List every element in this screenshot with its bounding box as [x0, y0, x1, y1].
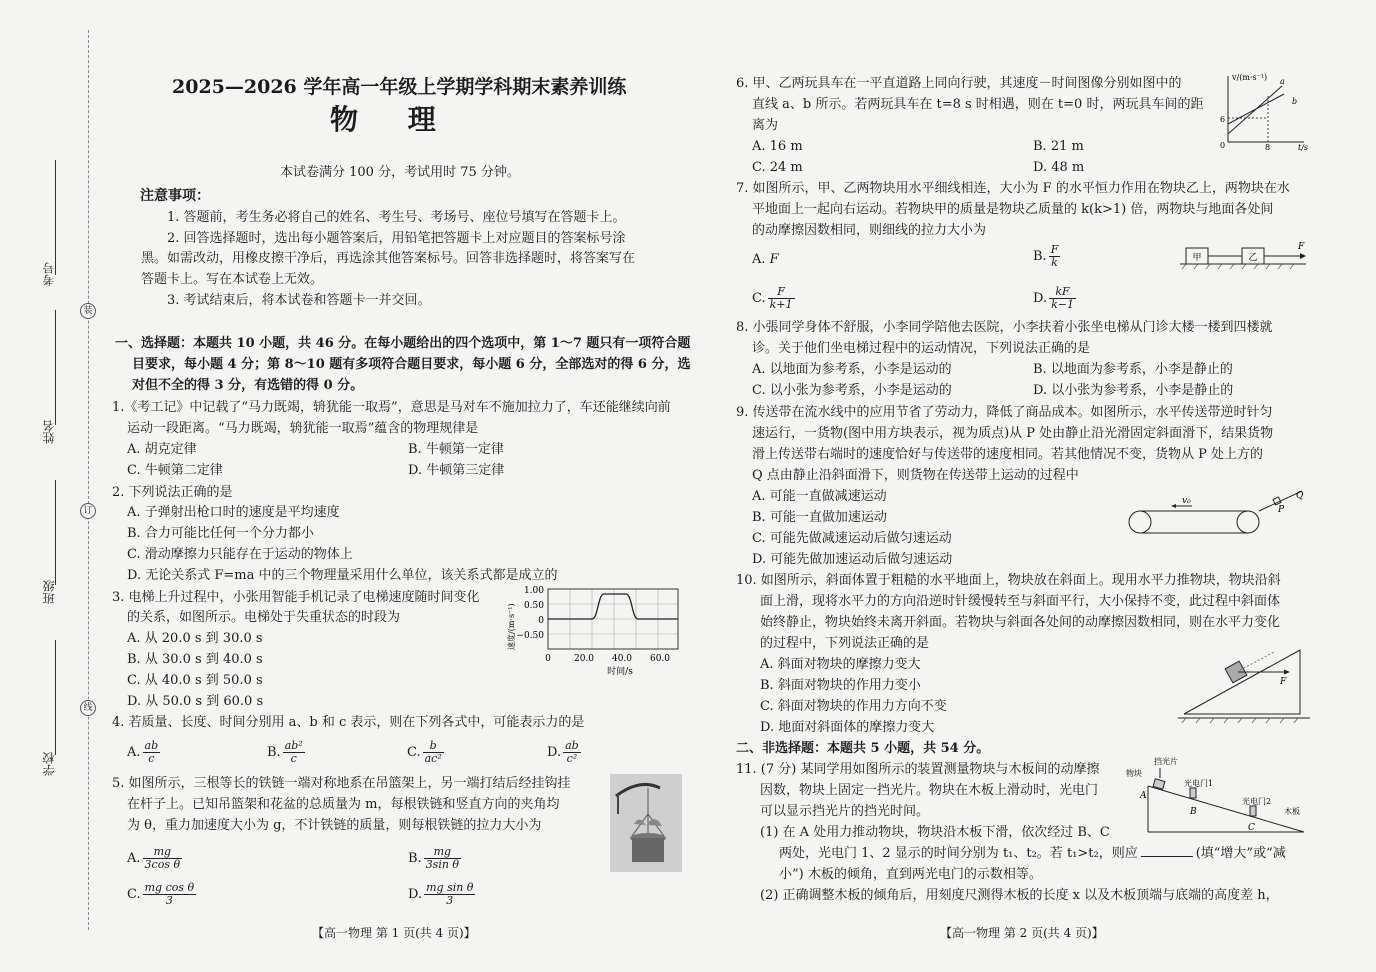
q6-line-b-label: b [1292, 97, 1298, 106]
q5-stem-2: 在杆子上。已知吊篮架和花盆的总质量为 m，每根铁链和竖直方向的夹角均 [127, 797, 560, 812]
q10-option-b: B. 斜面对物块的作用力变小 [760, 678, 921, 693]
section2-title: 二、非选择题：本题共 5 小题，共 54 分。 [736, 741, 990, 756]
q6-stem-2: 直线 a、b 所示。若两玩具车在 t=8 s 时相遇，则在 t=0 时，两玩具车间的距 [752, 97, 1204, 112]
q8-stem-2: 诊。关于他们坐电梯过程中的运动情况，下列说法正确的是 [752, 341, 1091, 356]
q7-b-den: k [1051, 256, 1058, 269]
q6-vt-graph [1212, 70, 1312, 152]
seal-char-zhuang: 装 [80, 303, 96, 319]
q6-x-axis-label: t/s [1298, 143, 1309, 152]
name-label: 姓名 [42, 420, 56, 444]
q3-ytick-3: 0 [538, 616, 544, 626]
q5-b-den: 3sin θ [425, 858, 460, 871]
notice-title: 注意事项： [140, 188, 210, 204]
q11-part1-3: 小”) 木板的倾角，直到两光电门的示数相等。 [779, 867, 1042, 882]
class-line [55, 480, 56, 585]
q7-force-label: F [1298, 242, 1305, 252]
q5-a-num: mg [143, 846, 183, 859]
q11-stem-3: 可以显示挡光片的挡光时间。 [760, 804, 930, 819]
q11-label-gate1: 光电门1 [1184, 779, 1214, 788]
q1-stem-1: 1.《考工记》中记载了“马力既竭，辀犹能一取焉”，意思是马对车不施加拉力了，车还能继续向前 [112, 400, 671, 415]
q7-c-den: k+1 [769, 298, 793, 311]
q3-ytick-1: 1.00 [523, 586, 544, 596]
q2-option-b: B. 合力可能比任何一个分力都小 [127, 526, 314, 541]
q11-label-b: B [1190, 807, 1197, 817]
q10-stem-2: 面上滑，现将水平力的方向沿逆时针缓慢转至与斜面平行，大小保持不变，此过程中斜面体 [760, 594, 1281, 609]
q11-label-board: 木板 [1284, 807, 1300, 816]
q9-option-b: B. 可能一直做加速运动 [752, 510, 887, 525]
q7-option-b [1033, 244, 1062, 269]
q6-x-tick-8: 8 [1265, 143, 1271, 152]
q5-d-den: 3 [446, 894, 454, 907]
q9-stem-2: 速运行，一货物(图中用方块表示，视为质点)从 P 处由静止沿光滑固定斜面滑下，结果货物 [752, 426, 1274, 441]
q3-velocity-graph [500, 584, 690, 680]
q9-v0-label: v₀ [1182, 496, 1191, 506]
q4-a-num: ab [144, 739, 159, 752]
q4-option-a [127, 740, 162, 765]
name-line [55, 310, 56, 425]
q1-option-c: C. 牛顿第二定律 [127, 463, 223, 478]
q10-option-c: C. 斜面对物块的作用力方向不变 [760, 699, 947, 714]
section1-line-2: 目要求，每小题 4 分；第 8～10 题有多项符合题目要求，每小题 6 分，全部选对的得 6 分，选 [132, 357, 691, 372]
q7-stem-3: 的动摩擦因数相同，则细线的拉力大小为 [752, 223, 987, 238]
q5-option-a [127, 846, 184, 871]
q9-stem-3: 滑上传送带右端时的速度恰好与传送带的速度相同。若其他情况不变，货物从 P 处上方的 [752, 447, 1264, 462]
q7-blocks-diagram [1176, 236, 1310, 272]
q4-option-c-label: C. [407, 745, 421, 760]
q3-option-a: A. 从 20.0 s 到 30.0 s [127, 631, 263, 646]
q4-option-b-label: B. [267, 745, 281, 760]
q10-option-d: D. 地面对斜面体的摩擦力变大 [760, 720, 935, 735]
q11-part1-2-tail: (填“增大”或“减 [1195, 846, 1286, 861]
q9-conveyor-diagram [1124, 486, 1314, 538]
q7-block-yi: 乙 [1248, 253, 1258, 263]
q11-part1-2 [779, 845, 1286, 862]
q4-option-d [547, 740, 583, 765]
q11-label-block: 物块 [1126, 769, 1142, 778]
q3-y-axis-label: 速度/(m·s⁻¹) [507, 603, 516, 650]
notice-line-4: 答题卡上。写在本试卷上无效。 [141, 272, 324, 287]
q10-option-a: A. 斜面对物块的摩擦力变大 [760, 657, 921, 672]
q7-d-den: k−1 [1051, 298, 1074, 311]
q6-y-axis-label: v/(m·s⁻¹) [1232, 73, 1268, 82]
q5-c-num: mg cos θ [144, 881, 195, 894]
school-label: 学校 [42, 752, 56, 776]
class-label: 班级 [42, 580, 56, 604]
q4-stem: 4. 若质量、长度、时间分别用 a、b 和 c 表示，则在下列各式中，可能表示力的是 [112, 715, 585, 730]
seal-char-xian: 线 [80, 700, 96, 716]
q2-stem: 2. 下列说法正确的是 [112, 485, 233, 500]
q3-x-axis-label: 时间/s [607, 667, 633, 677]
notice-line-2: 2. 回答选择题时，选出每小题答案后，用铅笔把答题卡上对应题目的答案标号涂 [167, 231, 626, 246]
q9-option-a: A. 可能一直做减速运动 [752, 489, 887, 504]
q6-option-b: B. 21 m [1033, 139, 1084, 154]
q5-option-c-label: C. [127, 887, 141, 902]
q2-option-c: C. 滑动摩擦力只能存在于运动的物体上 [127, 547, 353, 562]
notice-line-1: 1. 答题前，考生务必将自己的姓名、考生号、考场号、座位号填写在答题卡上。 [167, 210, 626, 225]
q11-label-gate2: 光电门2 [1242, 797, 1272, 806]
q2-option-a: A. 子弹射出枪口时的速度是平均速度 [127, 505, 340, 520]
q7-block-jia: 甲 [1192, 253, 1202, 263]
q1-option-d: D. 牛顿第三定律 [408, 463, 505, 478]
exam-number-label: 考号 [42, 262, 56, 286]
q1-stem-2: 运动一段距离。“马力既竭，辀犹能一取焉”蕴含的物理规律是 [127, 421, 479, 436]
q11-apparatus-diagram [1124, 756, 1314, 838]
q3-option-b: B. 从 30.0 s 到 40.0 s [127, 652, 263, 667]
q5-option-c [127, 882, 198, 907]
q7-option-a [752, 251, 779, 268]
exam-title: 2025—2026 学年高一年级上学期学科期末素养训练 [172, 76, 627, 98]
q8-option-c: C. 以小张为参考系，小李是运动的 [752, 383, 952, 398]
section1-line-3: 对但不全的得 3 分，有选错的得 0 分。 [132, 378, 364, 393]
q7-a-value: F [769, 252, 779, 267]
q6-origin: 0 [1220, 141, 1226, 150]
q3-option-d: D. 从 50.0 s 到 60.0 s [127, 694, 264, 709]
q5-hanging-basket-photo [610, 774, 682, 872]
q5-option-d-label: D. [408, 887, 423, 902]
q5-option-d [408, 882, 477, 907]
q6-line-a-label: a [1280, 77, 1285, 86]
q11-label-a: A [1140, 791, 1147, 801]
q4-c-den: ac² [424, 752, 442, 765]
q10-incline-diagram [1176, 640, 1312, 724]
q5-option-b-label: B. [408, 851, 422, 866]
q7-option-d-label: D. [1033, 291, 1048, 306]
q11-stem-2: 因数，物块上固定一挡光片。物块在木板上滑动时，光电门 [760, 783, 1099, 798]
q6-stem-1: 6. 甲、乙两玩具车在一平直道路上同向行驶，其速度－时间图像分别如图中的 [736, 76, 1182, 91]
q7-option-c-label: C. [752, 291, 766, 306]
q7-option-c [752, 286, 797, 311]
q3-xtick-3: 40.0 [611, 654, 633, 664]
q4-option-d-label: D. [547, 745, 562, 760]
q6-y-tick-6: 6 [1220, 115, 1226, 124]
q7-stem-1: 7. 如图所示，甲、乙两物块用水平细线相连，大小为 F 的水平恒力作用在物块乙上，两物块在水 [736, 181, 1290, 196]
q4-option-b [267, 740, 307, 765]
q11-label-shutter: 挡光片 [1154, 757, 1178, 766]
q8-stem-1: 8. 小張同学身体不舒服，小李同学陪他去医院，小李扶着小张坐电梯从门诊大楼一楼到四楼就 [736, 320, 1273, 335]
subject-title: 物 理 [330, 103, 456, 136]
q9-option-d: D. 可能先做加速运动后做匀速运动 [752, 552, 953, 567]
q3-stem-2: 的关系，如图所示。电梯处于失重状态的时段为 [127, 610, 401, 625]
q4-option-a-label: A. [127, 745, 141, 760]
q1-option-a: A. 胡克定律 [127, 442, 197, 457]
q3-xtick-2: 20.0 [573, 654, 595, 664]
q8-option-a: A. 以地面为参考系，小李是运动的 [752, 362, 952, 377]
q11-part2-1: (2) 正确调整木板的倾角后，用刻度尺测得木板的长度 x 以及木板顶端与底端的高度差 h， [760, 888, 1279, 903]
q9-stem-4: Q 点由静止沿斜面滑下，则货物在传送带上运动的过程中 [752, 468, 1079, 483]
q10-force-label: F [1280, 677, 1287, 687]
q3-xtick-4: 60.0 [649, 654, 671, 664]
binding-line [88, 30, 89, 930]
q9-p-label: P [1278, 505, 1285, 515]
q7-b-num: F [1050, 243, 1059, 256]
q10-stem-1: 10. 如图所示，斜面体置于粗糙的水平地面上，物块放在斜面上。现用水平力推物块，物块沿斜 [736, 573, 1281, 588]
q3-ytick-4: −0.50 [516, 631, 544, 641]
q6-stem-3: 离为 [752, 118, 779, 133]
q4-option-c [407, 740, 446, 765]
q2-option-d: D. 无论关系式 F=ma 中的三个物理量采用什么单位，该关系式都是成立的 [127, 568, 558, 583]
q8-option-d: D. 以小张为参考系，小李是静止的 [1033, 383, 1234, 398]
seal-char-ding: 订 [80, 503, 96, 519]
q6-option-c: C. 24 m [752, 160, 803, 175]
q11-label-c: C [1248, 823, 1255, 833]
q5-option-b [408, 846, 463, 871]
q10-stem-4: 的过程中，下列说法正确的是 [760, 636, 930, 651]
q6-option-d: D. 48 m [1033, 160, 1085, 175]
q8-option-b: B. 以地面为参考系，小李是静止的 [1033, 362, 1233, 377]
q5-b-num: mg [424, 846, 461, 859]
q3-ytick-2: 0.50 [523, 601, 544, 611]
q9-stem-1: 9. 传送带在流水线中的应用节省了劳动力，降低了商品成本。如图所示，水平传送带逆时针匀 [736, 405, 1273, 420]
q7-d-num: kF [1049, 286, 1076, 299]
footer-right: 【高一物理 第 2 页(共 4 页)】 [940, 926, 1104, 940]
q4-d-num: ab [565, 739, 579, 752]
exam-info: 本试卷满分 100 分，考试用时 75 分钟。 [280, 165, 520, 180]
q4-b-den: c [290, 752, 297, 765]
q7-option-a-label: A. [752, 252, 766, 267]
q1-option-b: B. 牛顿第一定律 [408, 442, 504, 457]
q9-q-label: Q [1296, 491, 1304, 501]
q11-answer-blank [1141, 856, 1193, 857]
q7-option-d [1033, 286, 1078, 311]
q7-stem-2: 平地面上一起向右运动。若物块甲的质量是物块乙质量的 k(k>1) 倍，两物块与地面各处间 [752, 202, 1274, 217]
q11-part1-1: (1) 在 A 处用力推动物块，物块沿木板下滑，依次经过 B、C [760, 825, 1110, 840]
q3-option-c: C. 从 40.0 s 到 50.0 s [127, 673, 263, 688]
exam-number-line [55, 160, 56, 275]
q6-option-a: A. 16 m [752, 139, 803, 154]
q10-stem-3: 始终静止，物块始终未离开斜面。若物块与斜面各处间的动摩擦因数相同，则在水平力变化 [760, 615, 1281, 630]
q7-option-b-label: B. [1033, 249, 1047, 264]
q5-d-num: mg sin θ [426, 881, 474, 894]
q5-option-a-label: A. [127, 851, 141, 866]
q5-stem-3: 为 θ，重力加速度大小为 g，不计铁链的质量，则每根铁链的拉力大小为 [127, 818, 542, 833]
q4-c-num: b [423, 740, 444, 753]
q4-a-den: c [148, 752, 155, 765]
q5-stem-1: 5. 如图所示，三根等长的铁链一端对称地系在吊篮架上，另一端打结后经挂钩挂 [112, 776, 571, 791]
q4-d-den: c² [566, 752, 578, 765]
q4-b-num: ab² [284, 739, 303, 752]
q9-option-c: C. 可能先做减速运动后做匀速运动 [752, 531, 952, 546]
notice-line-3: 黑。如需改动，用橡皮擦干净后，再选涂其他答案标号。回答非选择题时，将答案写在 [141, 251, 636, 266]
q3-stem-1: 3. 电梯上升过程中，小张用智能手机记录了电梯速度随时间变化 [112, 590, 480, 605]
q7-c-num: F [768, 286, 795, 299]
section1-line-1: 一、选择题：本题共 10 小题，共 46 分。在每小题给出的四个选项中，第 1～7 题只有一项符合题 [115, 336, 691, 351]
notice-line-5: 3. 考试结束后，将本试卷和答题卡一并交回。 [167, 293, 431, 308]
q5-a-den: 3cos θ [144, 858, 181, 871]
footer-left: 【高一物理 第 1 页(共 4 页)】 [312, 926, 476, 940]
q5-c-den: 3 [165, 894, 173, 907]
q11-part1-2-text: 两处，光电门 1、2 显示的时间分别为 t₁、t₂。若 t₁>t₂，则应 [779, 846, 1138, 861]
q3-xtick-1: 0 [545, 654, 551, 664]
q11-stem-1: 11. (7 分) 某同学用如图所示的装置测量物块与木板间的动摩擦 [736, 762, 1100, 777]
school-line [55, 640, 56, 755]
